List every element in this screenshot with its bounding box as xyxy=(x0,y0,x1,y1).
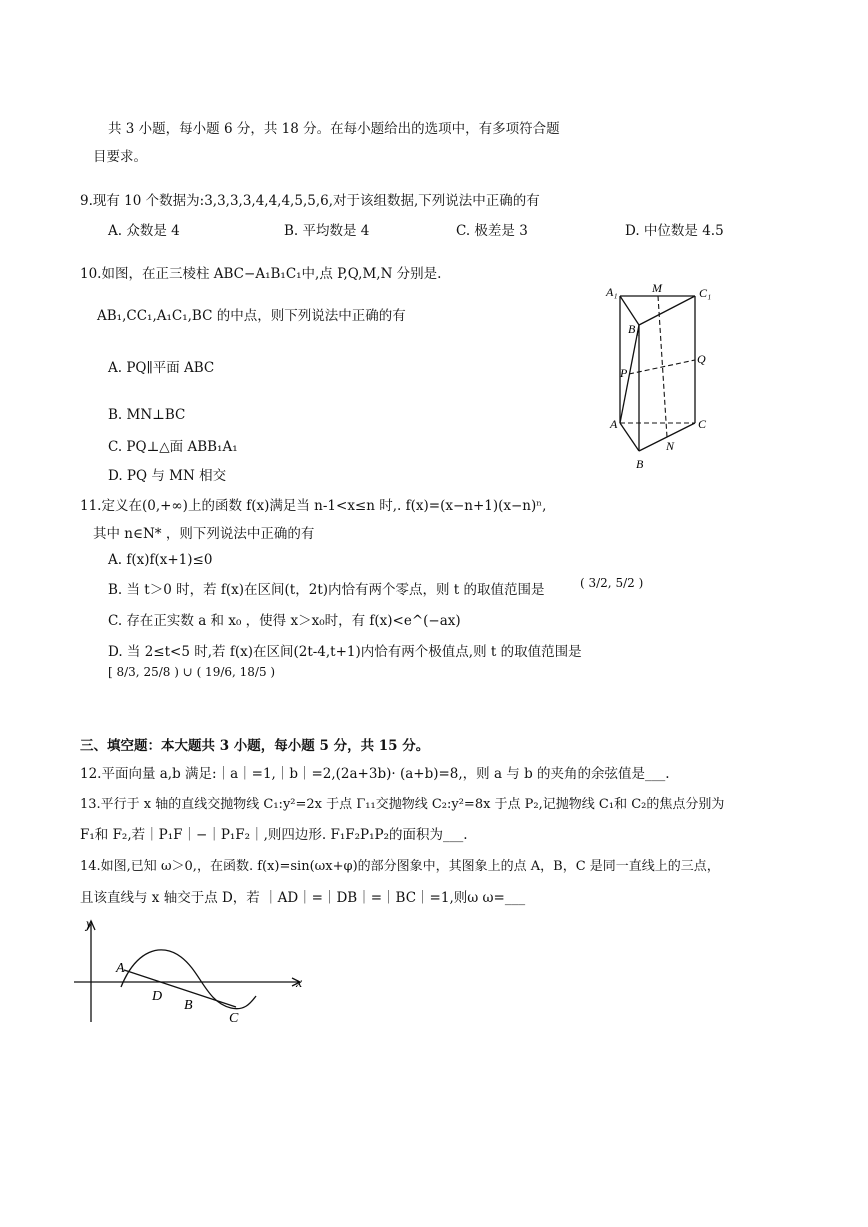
q14-stem-2: 且该直线与 x 轴交于点 D，若 ｜AD｜=｜DB｜=｜BC｜=1,则ω ω=___ xyxy=(80,890,526,906)
q13-stem-2: F₁和 F₂,若｜P₁F｜−｜P₁F₂｜,则四边形. F₁F₂P₁P₂的面积为___. xyxy=(80,827,468,843)
q9-option-c: C. 极差是 3 xyxy=(456,223,528,239)
point-label-d: D xyxy=(152,989,163,1004)
q13-stem: 13.平行于 x 轴的直线交抛物线 C₁:y²=2x 于点 Γ₁₁交抛物线 C₂:y²=8x 于点 P₂,记抛物线 C₁和 C₂的焦点分别为 xyxy=(80,797,725,812)
q12-stem: 12.平面向量 a,b 满足:｜a｜=1,｜b｜=2,(2a+3b)· (a+b)=8,，则 a 与 b 的夹角的余弦值是___. xyxy=(80,766,670,782)
q10-stem-2: AB₁,CC₁,A₁C₁,BC 的中点，则下列说法中正确的有 xyxy=(97,308,406,324)
sine-figure xyxy=(66,912,316,1032)
intro-line-1: 共 3 小题，每小题 6 分，共 18 分。在每小题给出的选项中，有多项符合题 xyxy=(108,121,560,137)
label-q: Q xyxy=(697,352,706,366)
q9-option-b: B. 平均数是 4 xyxy=(284,223,370,239)
q14-stem: 14.如图,已知 ω＞0,，在函数. f(x)=sin(ωx+φ)的部分图象中，其图象上的点 A，B，C 是同一直线上的三点， xyxy=(80,859,720,874)
section-3-title: 三、填空题：本大题共 3 小题，每小题 5 分，共 15 分。 xyxy=(80,738,430,754)
q11-option-d: D. 当 2≤t<5 时,若 f(x)在区间(2t-4,t+1)内恰有两个极值点,则 t 的取值范围是 xyxy=(108,644,582,660)
q9-stem: 9.现有 10 个数据为:3,3,3,3,4,4,4,5,5,6,对于该组数据,下列说法中正确的有 xyxy=(80,193,540,209)
label-p: P xyxy=(620,366,628,380)
point-label-a: A xyxy=(116,961,125,976)
label-b: B xyxy=(636,457,644,471)
q11-stem-2: 其中 n∈N* ，则下列说法中正确的有 xyxy=(93,526,315,542)
q10-option-b: B. MN⊥BC xyxy=(108,407,186,423)
axis-label-x: x xyxy=(296,976,303,991)
intro-line-2: 目要求。 xyxy=(93,149,147,165)
q10-option-c: C. PQ⊥△面 ABB₁A₁ xyxy=(108,439,238,455)
q11-option-a: A. f(x)f(x+1)≤0 xyxy=(108,552,213,568)
q11-option-b-range: ( 3/2, 5/2 ) xyxy=(580,576,644,590)
point-label-c: C xyxy=(229,1011,239,1026)
label-m: M xyxy=(652,281,662,295)
point-label-b: B xyxy=(184,998,193,1013)
q10-option-d: D. PQ 与 MN 相交 xyxy=(108,468,227,484)
q10-option-a: A. PQ∥平面 ABC xyxy=(108,360,215,376)
q11-option-c: C. 存在正实数 a 和 x₀ ，使得 x＞x₀时，有 f(x)<e^(−ax) xyxy=(108,613,461,629)
label-a: A xyxy=(610,417,618,431)
q11-option-d-range: [ 8/3, 25/8 ) ∪ ( 19/6, 18/5 ) xyxy=(108,665,276,679)
label-a1: A₁ xyxy=(606,285,618,299)
q11-stem: 11.定义在(0,+∞)上的函数 f(x)满足当 n-1<x≤n 时,. f(x)=(x−n+1)(x−n)ⁿ, xyxy=(80,498,547,514)
label-b1: B₁ xyxy=(628,322,640,336)
q11-option-b: B. 当 t＞0 时，若 f(x)在区间(t，2t)内恰有两个零点，则 t 的取值范围是 xyxy=(108,582,545,598)
label-n: N xyxy=(666,439,675,453)
q9-option-d: D. 中位数是 4.5 xyxy=(625,223,724,239)
axis-label-y: y xyxy=(86,917,93,932)
label-c: C xyxy=(698,417,707,431)
q9-option-a: A. 众数是 4 xyxy=(108,223,180,239)
q10-stem: 10.如图，在正三棱柱 ABC−A₁B₁C₁中,点 P,Q,M,N 分别是. xyxy=(80,266,442,282)
label-c1: C₁ xyxy=(699,286,712,300)
prism-figure xyxy=(596,280,726,475)
